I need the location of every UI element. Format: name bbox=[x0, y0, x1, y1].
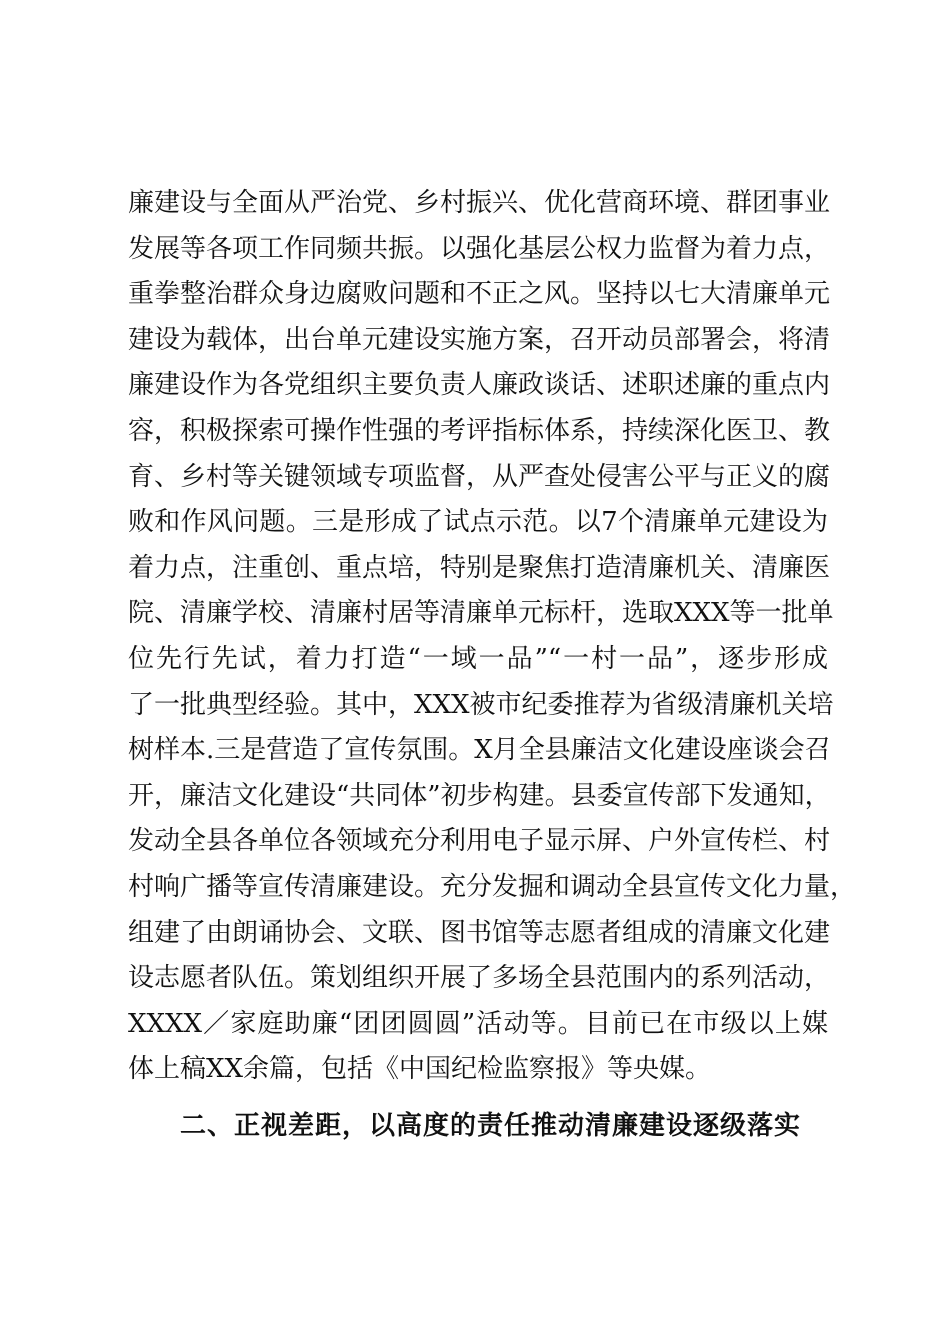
paragraph-line: 了一批典型经验。其中，XXX被市纪委推荐为省级清廉机关培 bbox=[128, 689, 834, 720]
paragraph-line: 育、乡村等关键领域专项监督，从严查处侵害公平与正义的腐 bbox=[128, 461, 831, 492]
paragraph-line: 村响广播等宣传清廉建设。充分发掘和调动全县宣传文化力量， bbox=[128, 871, 857, 902]
paragraph-line: 重拳整治群众身边腐败问题和不正之风。坚持以七大清廉单元 bbox=[128, 279, 831, 310]
paragraph-line: 着力点，注重创、重点培，特别是聚焦打造清廉机关、清廉医 bbox=[128, 552, 831, 583]
paragraph-line: 院、清廉学校、清廉村居等清廉单元标杆，选取XXX等一批单 bbox=[128, 598, 834, 629]
section-heading: 二、正视差距，以高度的责任推动清廉建设逐级落实 bbox=[180, 1111, 802, 1141]
paragraph-line: XXXX／家庭助廉“团团圆圆”活动等。目前已在市级以上媒 bbox=[128, 1008, 828, 1039]
paragraph-line: 建设为载体，出台单元建设实施方案，召开动员部署会，将清 bbox=[128, 324, 831, 355]
paragraph-line: 位先行先试，着力打造“一域一品”“一村一品”，逐步形成 bbox=[128, 643, 828, 674]
paragraph-line: 树样本.三是营造了宣传氛围。X月全县廉洁文化建设座谈会召 bbox=[128, 735, 831, 766]
paragraph-line: 廉建设作为各党组织主要负责人廉政谈话、述职述廉的重点内 bbox=[128, 370, 831, 401]
paragraph-line: 体上稿XX余篇，包括《中国纪检监察报》等央媒。 bbox=[128, 1054, 712, 1085]
paragraph-line: 发展等各项工作同频共振。以强化基层公权力监督为着力点， bbox=[128, 233, 831, 264]
paragraph-line: 败和作风问题。三是形成了试点示范。以7个清廉单元建设为 bbox=[128, 507, 828, 538]
paragraph-line: 组建了由朗诵协会、文联、图书馆等志愿者组成的清廉文化建 bbox=[128, 917, 831, 948]
paragraph-line: 廉建设与全面从严治党、乡村振兴、优化营商环境、群团事业 bbox=[128, 188, 831, 218]
paragraph-line: 发动全县各单位各领域充分利用电子显示屏、户外宣传栏、村 bbox=[128, 826, 831, 857]
body-paragraph bbox=[128, 181, 857, 1093]
paragraph-line: 容，积极探索可操作性强的考评指标体系，持续深化医卫、教 bbox=[128, 415, 831, 446]
paragraph-line: 设志愿者队伍。策划组织开展了多场全县范围内的系列活动， bbox=[128, 963, 831, 994]
paragraph-line: 开，廉洁文化建设“共同体”初步构建。县委宣传部下发通知， bbox=[128, 780, 831, 811]
